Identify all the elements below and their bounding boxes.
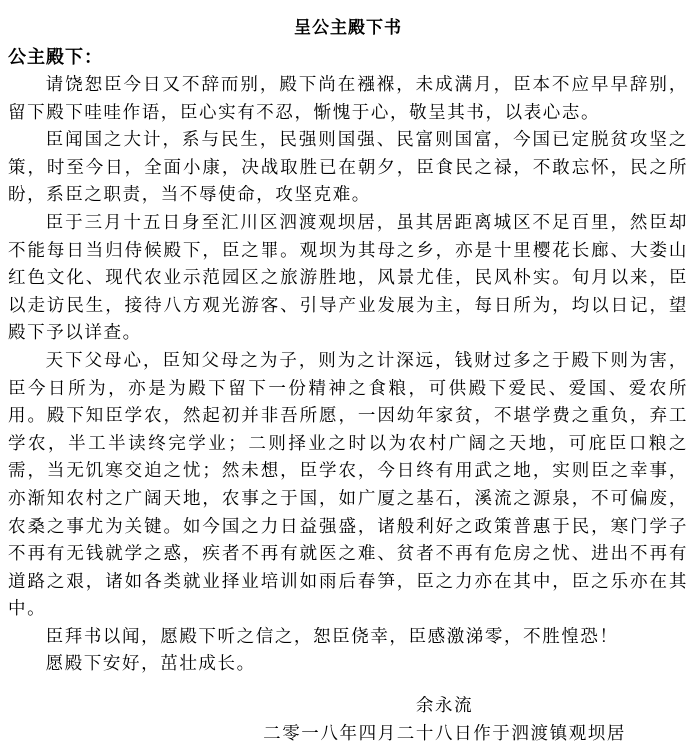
letter-paragraph-5: 臣拜书以闻，愿殿下听之信之，恕臣侥幸，臣感激涕零，不胜惶恐！: [45, 625, 619, 646]
letter-title: 呈公主殿下书: [294, 18, 402, 37]
letter-salutation: 公主殿下：: [8, 47, 103, 67]
signature-dateline: 二零一八年四月二十八日作于泗渡镇观坝居: [263, 722, 626, 743]
letter-paragraph-1: 请饶恕臣今日又不辞而别，殿下尚在襁褓，未成满月，臣本不应早早辞别，留下殿下哇哇作语，臣心实有不忍，惭愧于心，敬呈其书，以表心志。: [8, 74, 688, 122]
letter-paragraph-3: 臣于三月十五日身至汇川区泗渡观坝居，虽其居距离城区不足百里，然臣却不能每日当归侍候殿下，臣之罪。观坝为其母之乡，亦是十里樱花长廊、大娄山红色文化、现代农业示范园区之旅游胜地，风景尤佳，民风朴实。旬月以来，臣以走访民生，接待八方观光游客、引导产业发展为主，每日所为，均以日记，望殿下予以详查。: [8, 211, 688, 343]
signature-name: 余永流: [415, 695, 474, 716]
letter-paragraph-2: 臣闻国之大计，系与民生，民强则国强、民富则国富，今国已定脱贫攻坚之策，时至今日，全面小康，决战取胜已在朝夕，臣食民之禄，不敢忘怀，民之所盼，系臣之职责，当不辱使命，攻坚克难。: [8, 129, 688, 205]
signature-block: [263, 692, 626, 747]
letter-paragraph-6: 愿殿下安好，茁壮成长。: [45, 653, 256, 674]
letter-paragraph-4: 天下父母心，臣知父母之为子，则为之计深远，钱财过多之于殿下则为害，臣今日所为，亦是为殿下留下一份精神之食粮，可供殿下爱民、爱国、爱农所用。殿下知臣学农，然起初并非吾所愿，一因幼年家贫，不堪学费之重负，弃工学农，半工半读终完学业；二则择业之时以为农村广阔之天地，可庇臣口粮之需，当无饥寒交迫之忧；然未想，臣学农，今日终有用武之地，实则臣之幸事，亦渐知农村之广阔天地，农事之于国，如广厦之基石，溪流之源泉，不可偏废，农桑之事尤为关键。如今国之力日益强盛，诸般利好之政策普惠于民，寒门学子不再有无钱就学之惑，疾者不再有就医之难、贫者不再有危房之忧、进出不再有道路之艰，诸如各类就业择业培训如雨后春笋，臣之力亦在其中，臣之乐亦在其中。: [8, 349, 688, 619]
